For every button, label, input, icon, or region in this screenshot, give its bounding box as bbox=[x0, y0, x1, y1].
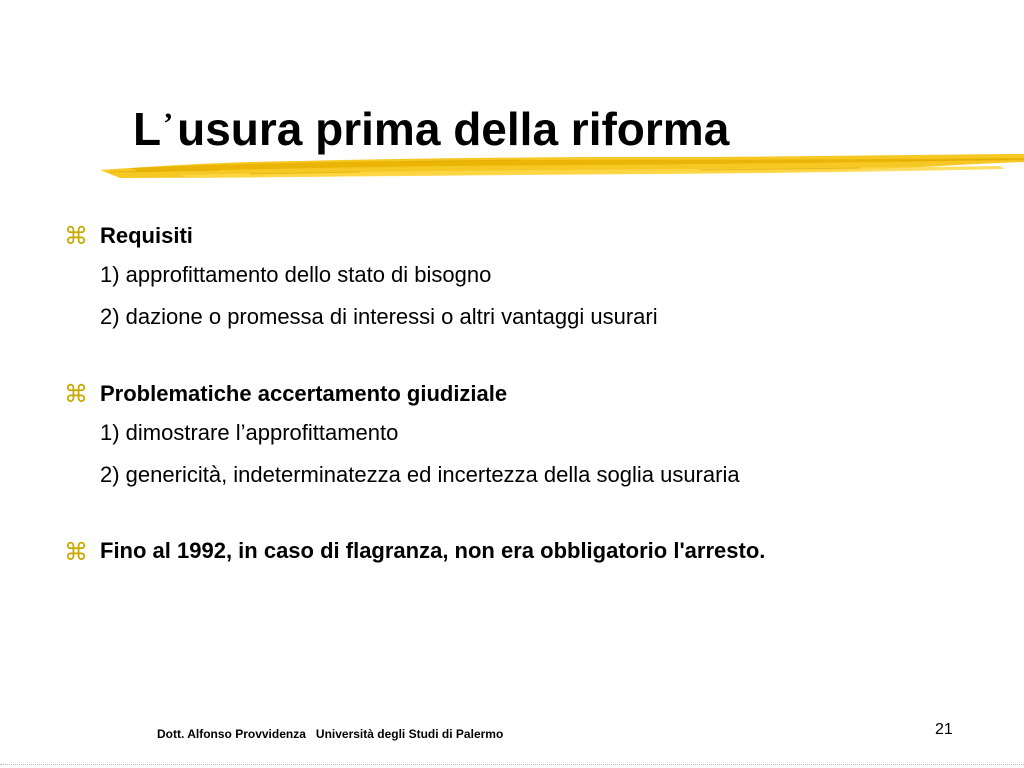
command-key-icon: ⌘ bbox=[64, 222, 88, 250]
bullet-requisiti bbox=[60, 218, 956, 338]
slide-number: 21 bbox=[935, 721, 953, 738]
command-key-icon: ⌘ bbox=[64, 538, 88, 566]
slide-content bbox=[60, 218, 956, 568]
bullet-flagranza bbox=[60, 534, 956, 568]
bullet-heading: Fino al 1992, in caso di flagranza, non era obbligatorio l'arresto. bbox=[100, 538, 766, 563]
footer-institution: Università degli Studi di Palermo bbox=[315, 727, 504, 741]
bullet-problematiche bbox=[60, 376, 956, 496]
title-rest: usura prima della riforma bbox=[177, 103, 730, 155]
title-start: L bbox=[133, 103, 162, 155]
bullet-heading: Problematiche accertamento giudiziale bbox=[100, 381, 508, 406]
footer-credits bbox=[157, 727, 503, 741]
bullet-subitem: 2) genericità, indeterminatezza ed incertezza della soglia usuraria bbox=[100, 462, 740, 487]
bottom-divider bbox=[0, 764, 1024, 765]
title-apostrophe: ’ bbox=[163, 107, 174, 140]
command-key-icon: ⌘ bbox=[64, 380, 88, 408]
bullet-subitem: 1) dimostrare l’approfittamento bbox=[100, 420, 399, 445]
footer-author: Dott. Alfonso Provvidenza bbox=[157, 727, 306, 741]
bullet-subitem: 2) dazione o promessa di interessi o altri vantaggi usurari bbox=[100, 304, 658, 329]
bullet-subitem: 1) approfittamento dello stato di bisogno bbox=[100, 262, 492, 287]
slide-title bbox=[133, 96, 729, 157]
bullet-heading: Requisiti bbox=[100, 223, 193, 248]
